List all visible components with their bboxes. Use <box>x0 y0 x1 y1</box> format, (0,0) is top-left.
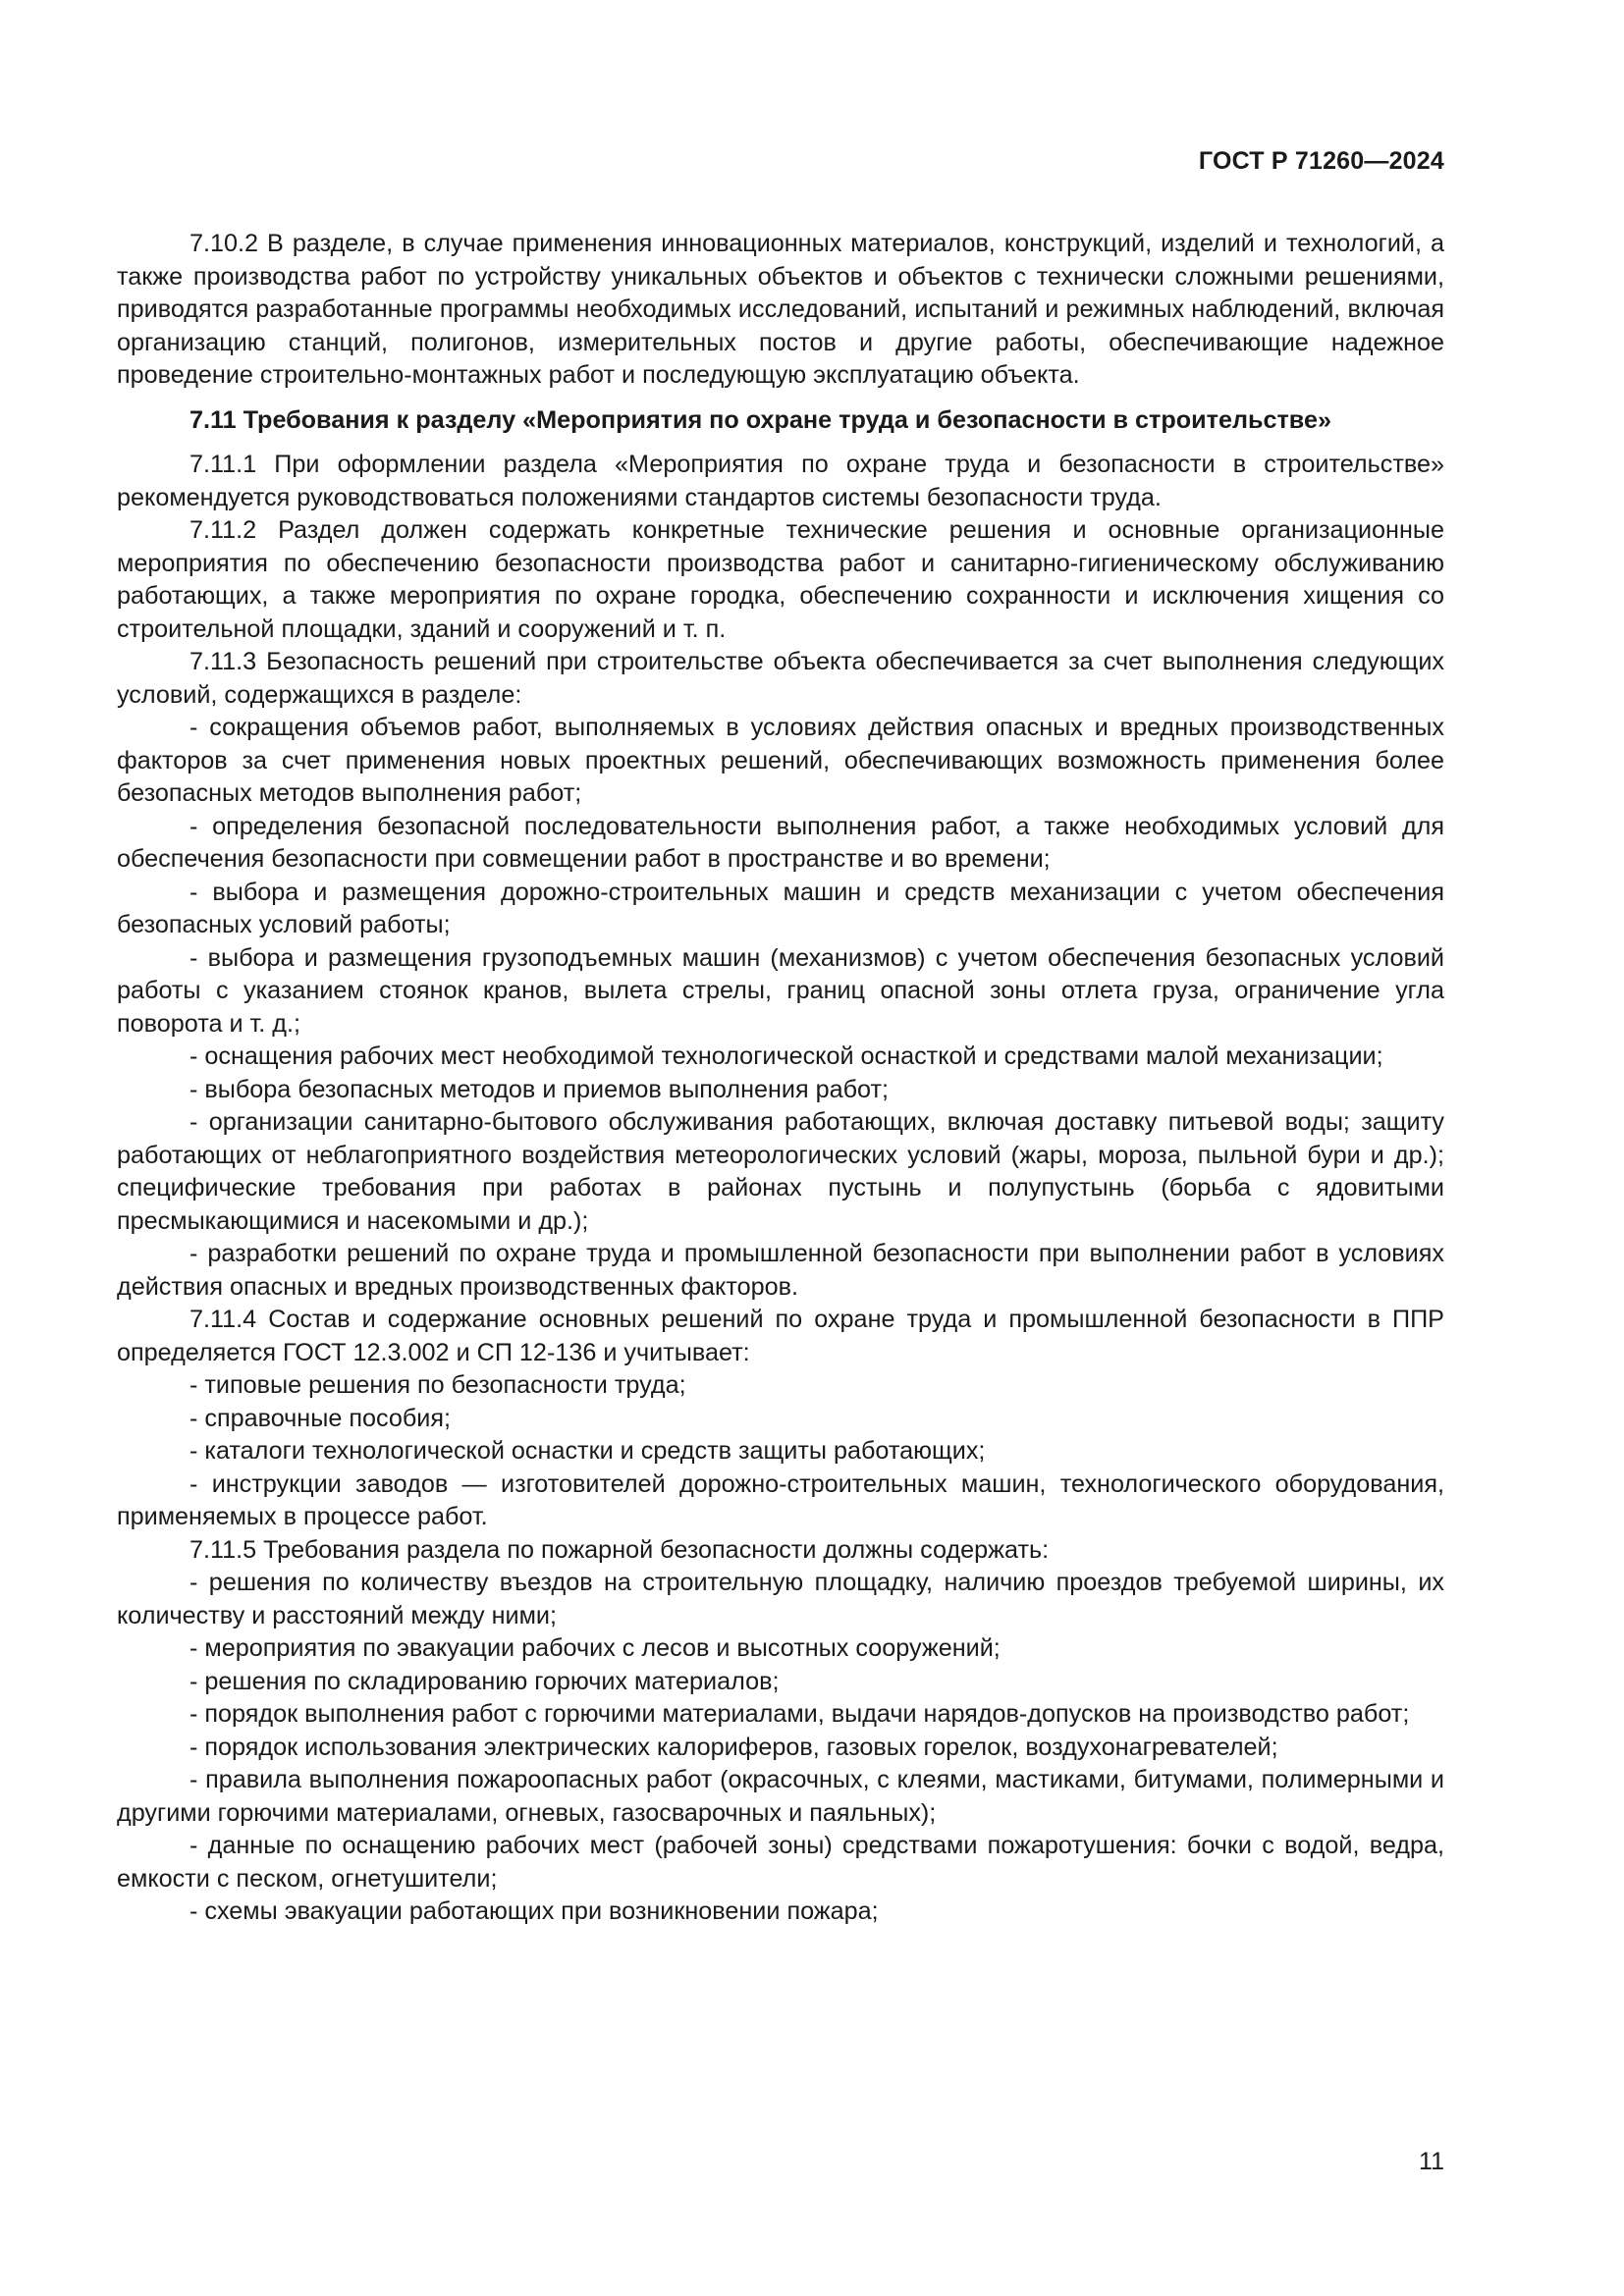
list-item: - порядок выполнения работ с горючими материалами, выдачи нарядов-допусков на производство работ; <box>189 1700 1410 1728</box>
paragraph-7-11-4: 7.11.4 Состав и содержание основных решений по охране труда и промышленной безопасности в ППР определяется ГОСТ 12.3.002 и СП 12-136 и учитывает: <box>117 1306 1444 1366</box>
list-item: - оснащения рабочих мест необходимой технологической оснасткой и средствами малой механизации; <box>189 1042 1383 1070</box>
list-item: - инструкции заводов — изготовителей дорожно-строительных машин, технологического оборудования, применяемых в процессе работ. <box>117 1469 1444 1530</box>
list-item: - мероприятия по эвакуации рабочих с лесов и высотных сооружений; <box>189 1634 1001 1662</box>
paragraph-7-10-2: 7.10.2 В разделе, в случае применения инновационных материалов, конструкций, изделий и технологий, а также производства работ по устройству уникальных объектов и объектов с технически сложными решениями, приводятся разработанные программы необходимых исследований, испытаний и режимных наблюдений, включая организацию станций, полигонов, измерительных постов и другие работы, обеспечивающие надежное проведение строительно-монтажных работ и последующую эксплуатацию объекта. <box>117 230 1444 389</box>
list-item: - порядок использования электрических калориферов, газовых горелок, воздухонагревателей; <box>189 1733 1278 1761</box>
list-item: - решения по складированию горючих материалов; <box>189 1667 780 1695</box>
list-item: - выбора и размещения дорожно-строительных машин и средств механизации с учетом обеспечения безопасных условий работы; <box>117 878 1444 938</box>
list-item: - типовые решения по безопасности труда; <box>189 1371 686 1399</box>
list-item: - решения по количеству въездов на строительную площадку, наличию проездов требуемой ширины, их количеству и расстояний между ними; <box>117 1569 1444 1629</box>
document-body <box>117 228 1444 1929</box>
paragraph-7-11-1: 7.11.1 При оформлении раздела «Мероприятия по охране труда и безопасности в строительстве» рекомендуется руководствоваться положениями стандартов системы безопасности труда. <box>117 451 1444 511</box>
list-item: - правила выполнения пожароопасных работ (окрасочных, с клеями, мастиками, битумами, полимерными и другими горючими материалами, огневых, газосварочных и паяльных); <box>117 1766 1444 1827</box>
list-item: - выбора и размещения грузоподъемных машин (механизмов) с учетом обеспечения безопасных условий работы с указанием стоянок кранов, вылета стрелы, границ опасной зоны отлета груза, ограничение угла поворота и т. д.; <box>117 943 1444 1038</box>
list-item: - определения безопасной последовательности выполнения работ, а также необходимых условий для обеспечения безопасности при совмещении работ в пространстве и во времени; <box>117 812 1444 873</box>
list-item: - справочные пособия; <box>189 1404 451 1432</box>
paragraph-7-11-5: 7.11.5 Требования раздела по пожарной безопасности должны содержать: <box>189 1535 1050 1564</box>
section-heading-7-11: 7.11 Требования к разделу «Мероприятия по охране труда и безопасности в строительстве» <box>189 405 1331 434</box>
list-item: - сокращения объемов работ, выполняемых в условиях действия опасных и вредных производственных факторов за счет применения новых проектных решений, обеспечивающих возможность применения более безопасных методов выполнения работ; <box>117 714 1444 807</box>
list-item: - организации санитарно-бытового обслуживания работающих, включая доставку питьевой воды; защиту работающих от неблагоприятного воздействия метеорологических условий (жары, мороза, пыльной бури и др.); специфические требования при работах в районах пустынь и полупустынь (борьба с ядовитыми пресмыкающимися и насекомыми и др.); <box>117 1108 1444 1235</box>
list-item: - разработки решений по охране труда и промышленной безопасности при выполнении работ в условиях действия опасных и вредных производственных факторов. <box>117 1240 1444 1301</box>
paragraph-7-11-2: 7.11.2 Раздел должен содержать конкретные технические решения и основные организационные мероприятия по обеспечению безопасности производства работ и санитарно-гигиеническому обслуживанию работающих, а также мероприятия по охране городка, обеспечению сохранности и исключения хищения со строительной площадки, зданий и сооружений и т. п. <box>117 516 1444 643</box>
document-code: ГОСТ Р 71260—2024 <box>1198 147 1444 175</box>
list-item: - схемы эвакуации работающих при возникновении пожара; <box>189 1897 879 1925</box>
paragraph-7-11-3: 7.11.3 Безопасность решений при строительстве объекта обеспечивается за счет выполнения следующих условий, содержащихся в разделе: <box>117 648 1444 709</box>
list-item: - данные по оснащению рабочих мест (рабочей зоны) средствами пожаротушения: бочки с водой, ведра, емкости с песком, огнетушители; <box>117 1832 1444 1893</box>
list-item: - выбора безопасных методов и приемов выполнения работ; <box>189 1075 890 1103</box>
page-number: 11 <box>1419 2148 1444 2175</box>
list-item: - каталоги технологической оснастки и средств защиты работающих; <box>189 1437 986 1465</box>
